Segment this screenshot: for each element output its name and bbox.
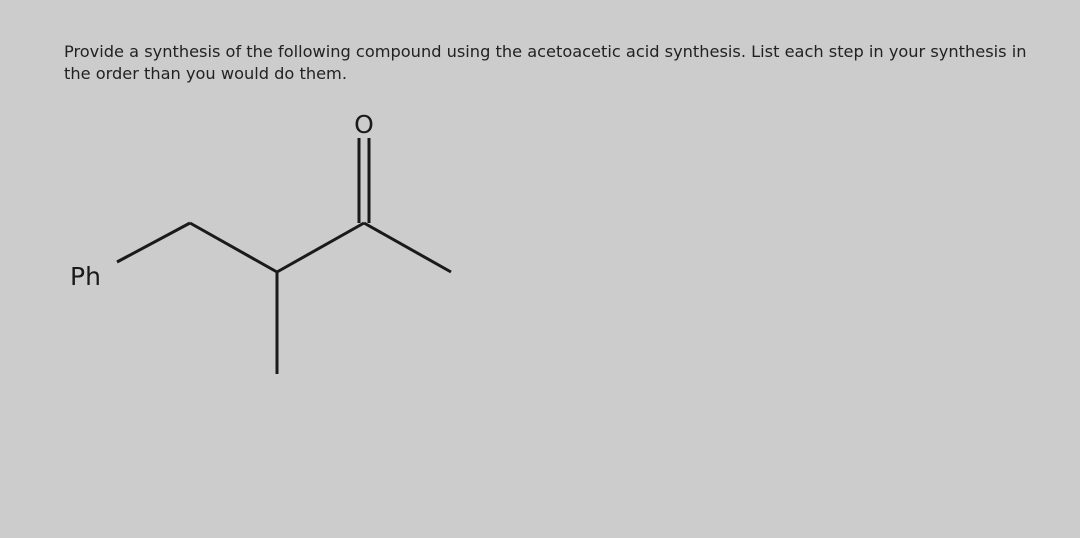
bond-ch2-ch — [190, 223, 277, 272]
bond-ch-carbonyl — [277, 223, 364, 272]
oxygen-atom-label: O — [354, 110, 374, 139]
bond-carbonyl-methyl — [364, 223, 451, 272]
question-text: Provide a synthesis of the following compound using the acetoacetic acid synthesis. List each step in your synthesis in the order than you would do them. — [64, 42, 1027, 83]
phenyl-label: Ph — [70, 262, 101, 291]
bond-ph-ch2 — [117, 223, 190, 262]
